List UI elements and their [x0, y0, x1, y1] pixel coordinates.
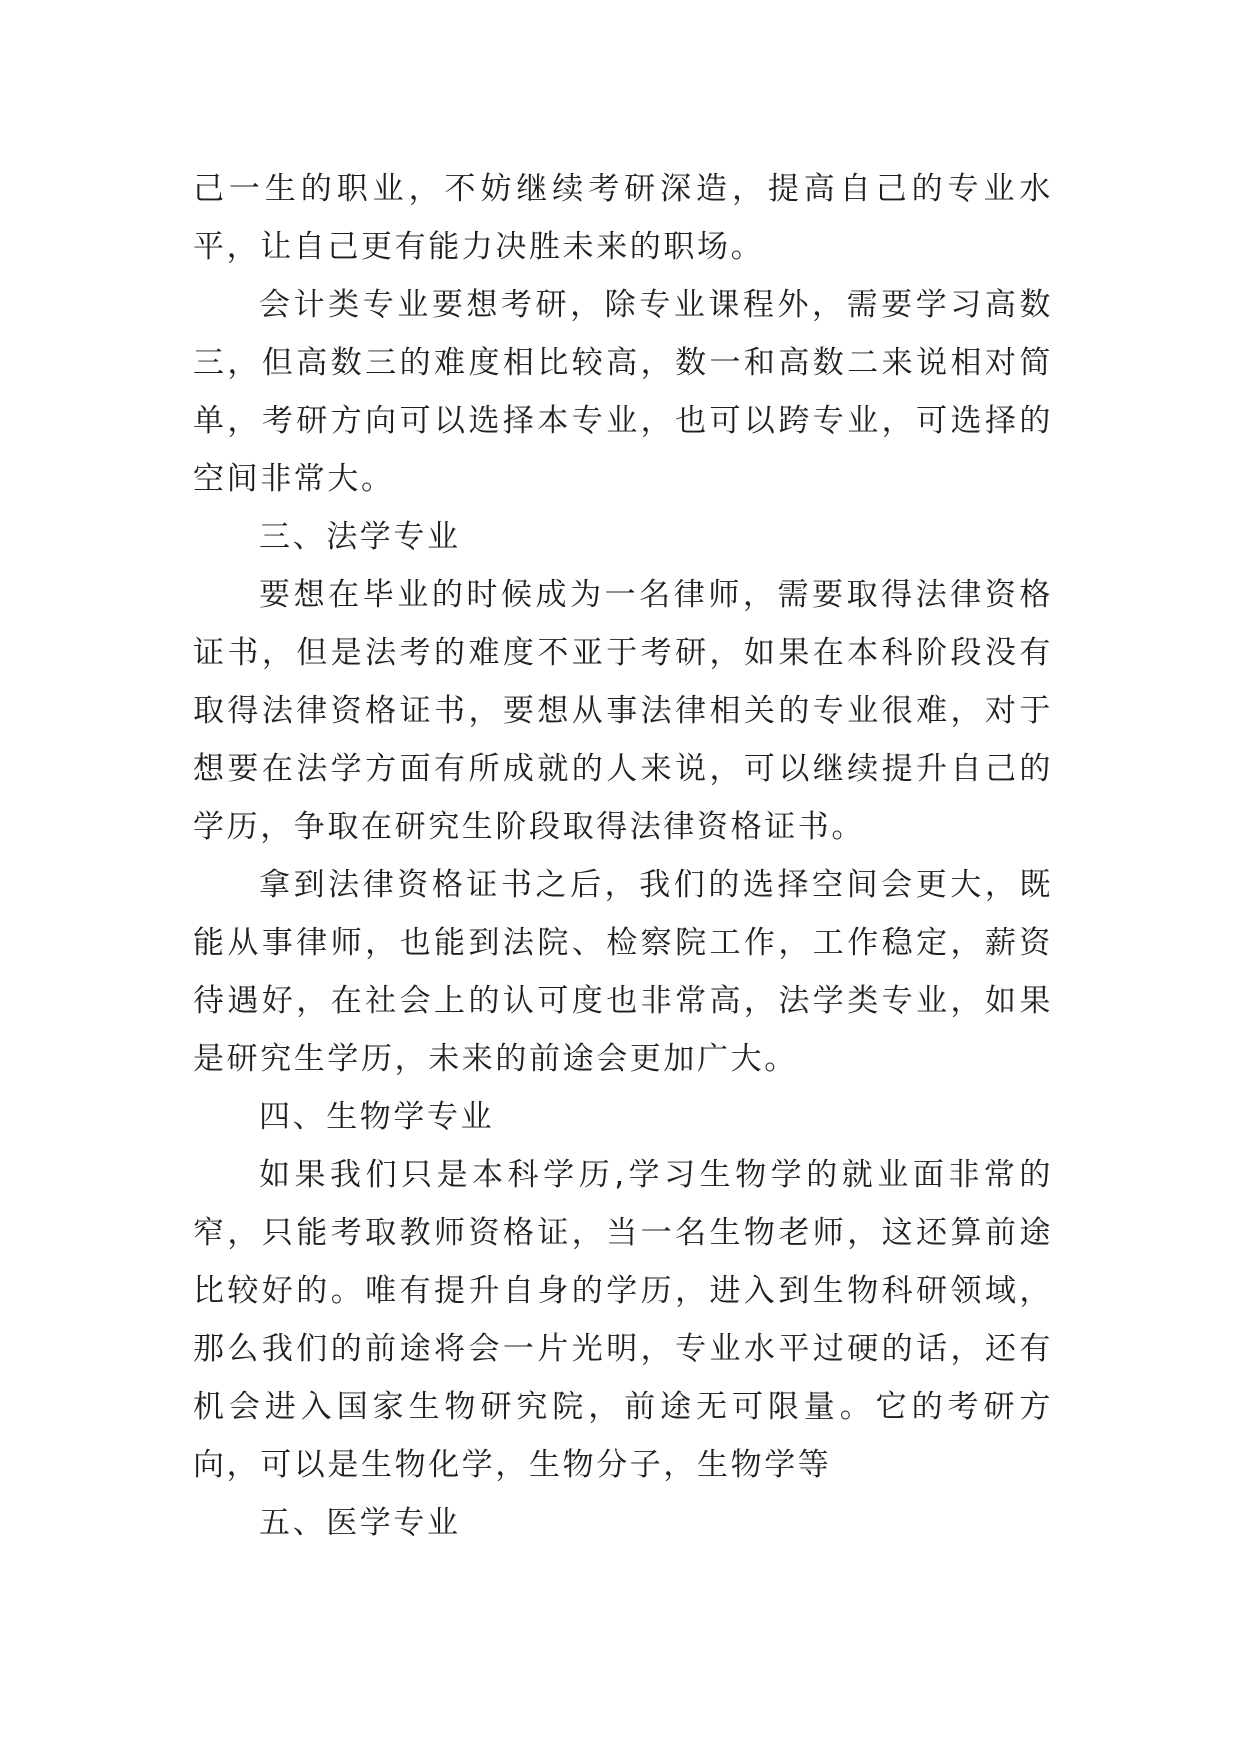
section-heading: 五、医学专业: [259, 1505, 461, 1541]
section-heading: 三、法学专业: [259, 519, 461, 555]
paragraph: 要想在毕业的时候成为一名律师，需要取得法律资格证书，但是法考的难度不亚于考研，如果在本科阶段没有取得法律资格证书，要想从事法律相关的专业很难，对于想要在法学方面有所成就的人来说，可以继续提升自己的学历，争取在研究生阶段取得法律资格证书。: [193, 577, 1053, 845]
paragraph: 会计类专业要想考研，除专业课程外，需要学习高数三，但高数三的难度相比较高，数一和高数二来说相对简单，考研方向可以选择本专业，也可以跨专业，可选择的空间非常大。: [193, 287, 1053, 497]
section-heading: 四、生物学专业: [259, 1099, 495, 1135]
paragraph: 己一生的职业，不妨继续考研深造，提高自己的专业水平，让自己更有能力决胜未来的职场。: [193, 171, 1053, 265]
document-body: [193, 160, 1053, 1552]
paragraph: 如果我们只是本科学历,学习生物学的就业面非常的窄，只能考取教师资格证，当一名生物老师，这还算前途比较好的。唯有提升自身的学历，进入到生物科研领域，那么我们的前途将会一片光明，专业水平过硬的话，还有机会进入国家生物研究院，前途无可限量。它的考研方向，可以是生物化学，生物分子，生物学等: [193, 1157, 1053, 1483]
paragraph: 拿到法律资格证书之后，我们的选择空间会更大，既能从事律师，也能到法院、检察院工作，工作稳定，薪资待遇好，在社会上的认可度也非常高，法学类专业，如果是研究生学历，未来的前途会更加广大。: [193, 867, 1053, 1077]
